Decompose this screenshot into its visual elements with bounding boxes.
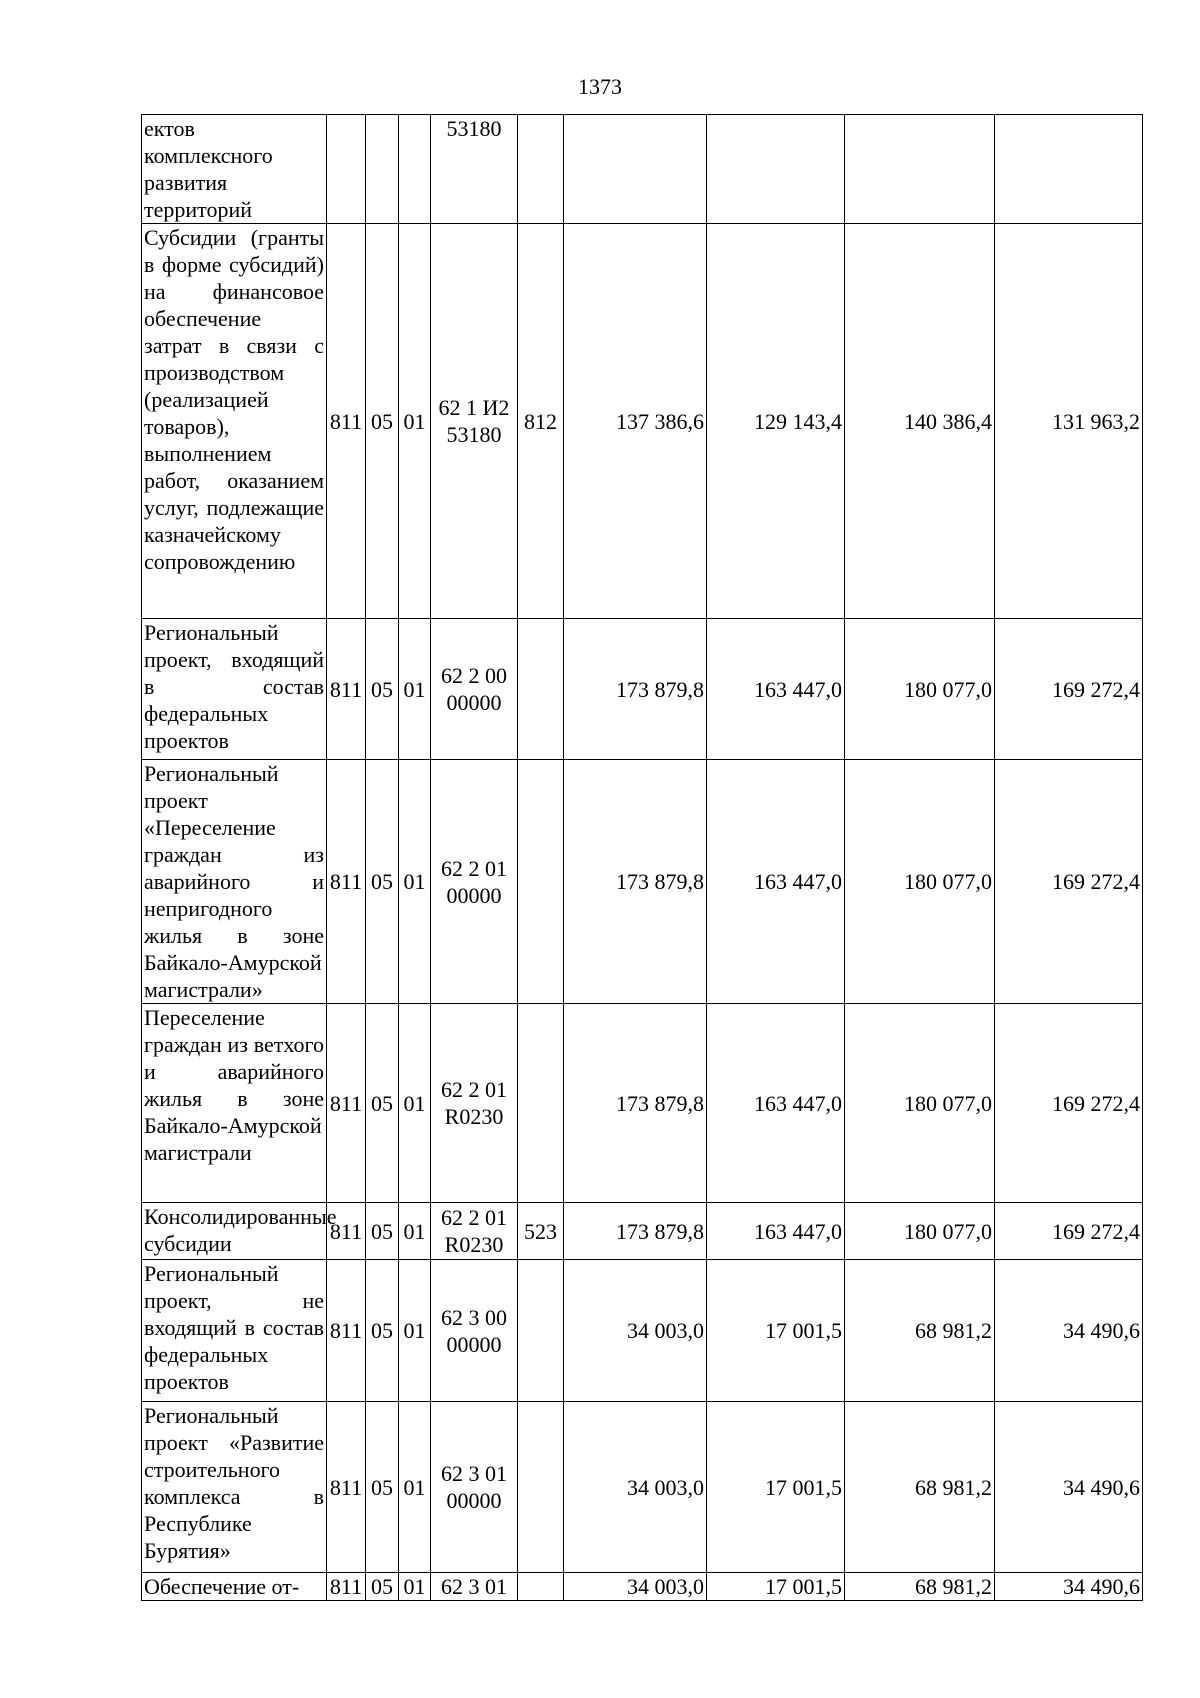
ministry-code: 811: [327, 760, 366, 1004]
amount-col-1: 173 879,8: [564, 619, 707, 760]
amount-col-3: 180 077,0: [845, 619, 995, 760]
row-name: Субсидии (гранты в форме субсидий) на финансовое обеспечение затрат в связи с производством (реализацией товаров), выполнением работ, оказанием услуг, подлежащие казначейскому сопровождению: [142, 224, 327, 619]
ministry-code: 811: [327, 619, 366, 760]
amount-col-2: 17 001,5: [707, 1573, 845, 1601]
subsection-code: 01: [399, 1573, 431, 1601]
row-name: Региональный проект, входящий в состав федеральных проектов: [142, 619, 327, 760]
section-code: 05: [366, 224, 399, 619]
target-article-code: 62 2 01 00000: [431, 760, 518, 1004]
expense-type-code: 523: [518, 1203, 564, 1260]
ministry-code: 811: [327, 1573, 366, 1601]
table-row: [142, 619, 1143, 760]
table-row: [142, 1260, 1143, 1402]
amount-col-4: 169 272,4: [995, 1203, 1143, 1260]
subsection-code: 01: [399, 1402, 431, 1573]
section-code: 05: [366, 1260, 399, 1402]
amount-col-3: 180 077,0: [845, 1203, 995, 1260]
section-code: 05: [366, 760, 399, 1004]
subsection-code: 01: [399, 1260, 431, 1402]
table-row: [142, 1573, 1143, 1601]
ministry-code: 811: [327, 1004, 366, 1203]
amount-col-2: 163 447,0: [707, 1203, 845, 1260]
amount-col-1: 173 879,8: [564, 1004, 707, 1203]
row-name: Региональный проект, не входящий в состав федеральных проектов: [142, 1260, 327, 1402]
amount-col-3: 68 981,2: [845, 1402, 995, 1573]
table-row: [142, 1203, 1143, 1260]
table-row: [142, 1004, 1143, 1203]
subsection-code: 01: [399, 1004, 431, 1203]
amount-col-3: 68 981,2: [845, 1573, 995, 1601]
amount-col-3: 68 981,2: [845, 1260, 995, 1402]
expense-type-code: [518, 1004, 564, 1203]
amount-col-1: 34 003,0: [564, 1260, 707, 1402]
amount-col-4: 169 272,4: [995, 619, 1143, 760]
amount-col-4: 34 490,6: [995, 1260, 1143, 1402]
amount-col-4: 131 963,2: [995, 224, 1143, 619]
section-code: 05: [366, 1004, 399, 1203]
section-code: 05: [366, 619, 399, 760]
amount-col-2: 163 447,0: [707, 1004, 845, 1203]
expense-type-code: [518, 1260, 564, 1402]
ministry-code: [327, 115, 366, 224]
amount-col-1: 137 386,6: [564, 224, 707, 619]
row-name: Региональный проект «Развитие строительного комплекса в Республике Бурятия»: [142, 1402, 327, 1573]
table-row: [142, 760, 1143, 1004]
row-name: Региональный проект «Переселение граждан из аварийного и непригодного жилья в зоне Байкало-Амурской магистрали»: [142, 760, 327, 1004]
table-row: [142, 115, 1143, 224]
amount-col-2: 17 001,5: [707, 1260, 845, 1402]
section-code: 05: [366, 1203, 399, 1260]
row-name: ектов комплексного развития территорий: [142, 115, 327, 224]
target-article-code: 62 2 00 00000: [431, 619, 518, 760]
amount-col-1: [564, 115, 707, 224]
row-name: Консолидированные субсидии: [142, 1203, 327, 1260]
row-name: Переселение граждан из ветхого и аварийного жилья в зоне Байкало-Амурской магистрали: [142, 1004, 327, 1203]
subsection-code: [399, 115, 431, 224]
target-article-code: 62 3 01: [431, 1573, 518, 1601]
amount-col-2: 163 447,0: [707, 760, 845, 1004]
amount-col-2: [707, 115, 845, 224]
expense-type-code: [518, 1402, 564, 1573]
target-article-code: 62 3 01 00000: [431, 1402, 518, 1573]
amount-col-2: 129 143,4: [707, 224, 845, 619]
ministry-code: 811: [327, 224, 366, 619]
target-article-code: 62 1 И2 53180: [431, 224, 518, 619]
amount-col-3: 140 386,4: [845, 224, 995, 619]
expense-type-code: [518, 619, 564, 760]
target-article-code: 62 3 00 00000: [431, 1260, 518, 1402]
amount-col-1: 173 879,8: [564, 1203, 707, 1260]
table-row: [142, 1402, 1143, 1573]
amount-col-1: 34 003,0: [564, 1573, 707, 1601]
page-number: 1373: [578, 74, 622, 99]
section-code: 05: [366, 1402, 399, 1573]
amount-col-4: 169 272,4: [995, 1004, 1143, 1203]
section-code: [366, 115, 399, 224]
target-article-code: 62 2 01 R0230: [431, 1004, 518, 1203]
amount-col-2: 17 001,5: [707, 1402, 845, 1573]
row-name: Обеспечение от-: [142, 1573, 327, 1601]
amount-col-3: [845, 115, 995, 224]
expense-type-code: [518, 115, 564, 224]
ministry-code: 811: [327, 1203, 366, 1260]
budget-table: [141, 114, 1143, 1601]
subsection-code: 01: [399, 619, 431, 760]
section-code: 05: [366, 1573, 399, 1601]
subsection-code: 01: [399, 1203, 431, 1260]
target-article-code: 62 2 01 R0230: [431, 1203, 518, 1260]
amount-col-2: 163 447,0: [707, 619, 845, 760]
subsection-code: 01: [399, 224, 431, 619]
amount-col-4: 34 490,6: [995, 1402, 1143, 1573]
amount-col-4: 169 272,4: [995, 760, 1143, 1004]
expense-type-code: 812: [518, 224, 564, 619]
table-row: [142, 224, 1143, 619]
amount-col-1: 34 003,0: [564, 1402, 707, 1573]
subsection-code: 01: [399, 760, 431, 1004]
expense-type-code: [518, 1573, 564, 1601]
expense-type-code: [518, 760, 564, 1004]
ministry-code: 811: [327, 1260, 366, 1402]
amount-col-1: 173 879,8: [564, 760, 707, 1004]
ministry-code: 811: [327, 1402, 366, 1573]
amount-col-4: [995, 115, 1143, 224]
amount-col-3: 180 077,0: [845, 760, 995, 1004]
target-article-code: 53180: [431, 115, 518, 224]
amount-col-4: 34 490,6: [995, 1573, 1143, 1601]
amount-col-3: 180 077,0: [845, 1004, 995, 1203]
